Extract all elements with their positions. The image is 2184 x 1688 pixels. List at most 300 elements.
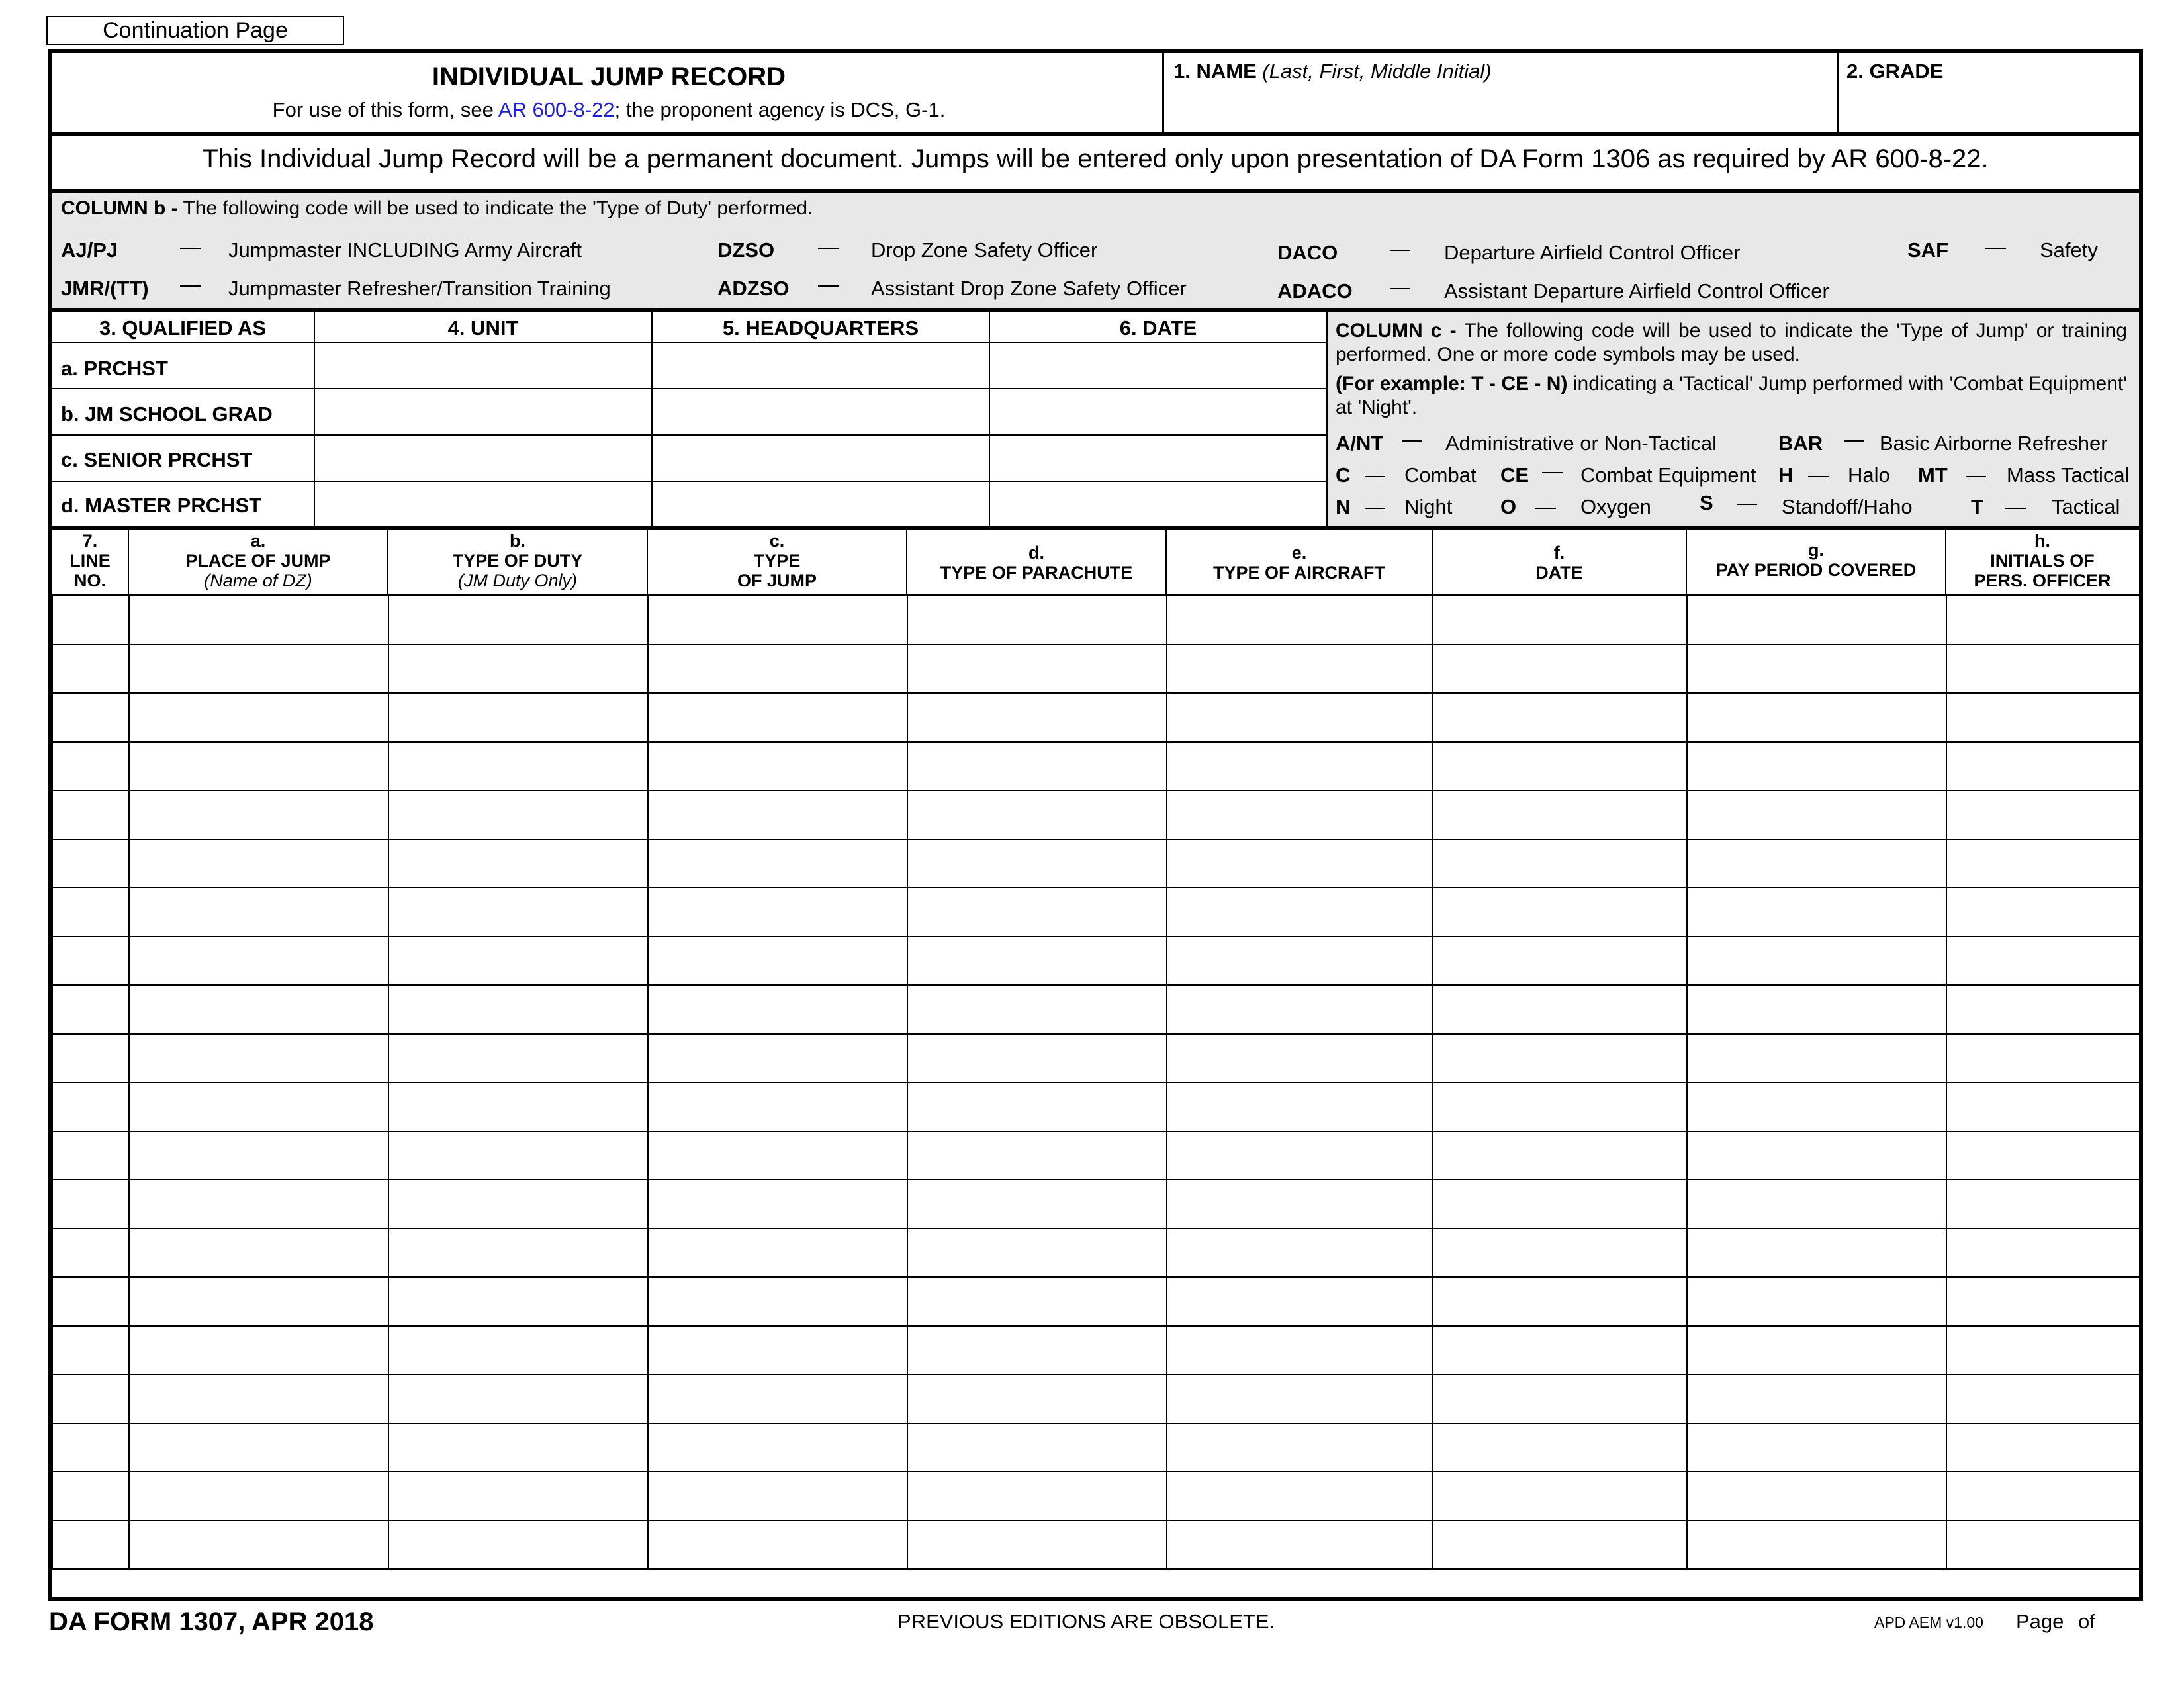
log-cell[interactable]	[1946, 1374, 2140, 1423]
log-cell[interactable]	[52, 693, 129, 742]
unit-input-c[interactable]	[316, 437, 650, 480]
log-cell[interactable]	[129, 1082, 388, 1131]
log-cell[interactable]	[1687, 1277, 1946, 1326]
log-cell[interactable]	[129, 985, 388, 1034]
column-c-example-lead: (For example: T - CE - N)	[1336, 373, 1568, 395]
dash: —	[180, 273, 201, 296]
log-cell[interactable]	[1167, 839, 1433, 888]
log-cell[interactable]	[648, 985, 907, 1034]
log-cell[interactable]	[648, 1277, 907, 1326]
log-cell[interactable]	[52, 1034, 129, 1083]
log-cell[interactable]	[1433, 985, 1687, 1034]
log-cell[interactable]	[1946, 1229, 2140, 1278]
log-cell[interactable]	[129, 1521, 388, 1570]
log-cell[interactable]	[1687, 937, 1946, 986]
log-cell[interactable]	[388, 596, 648, 645]
column-c-example-text: indicating a 'Tactical' Jump performed with 'Combat Equipment' at 'Night'.	[1336, 373, 2127, 418]
log-cell[interactable]	[907, 1277, 1167, 1326]
log-cell[interactable]	[648, 1034, 907, 1083]
log-cell[interactable]	[1687, 1472, 1946, 1521]
qual-senior-prchst: c. SENIOR PRCHST	[61, 448, 253, 471]
log-header-l1: INITIALS OF	[1990, 551, 2095, 571]
log-cell[interactable]	[388, 742, 648, 791]
unit-input-b[interactable]	[316, 391, 650, 434]
log-cell[interactable]	[1946, 790, 2140, 839]
log-cell[interactable]	[1687, 596, 1946, 645]
log-header-letter: a.	[250, 531, 266, 551]
desc-ant: Administrative or Non-Tactical	[1445, 432, 1717, 455]
log-divider	[1432, 530, 1433, 596]
code-adzso: ADZSO	[717, 277, 790, 300]
log-cell[interactable]	[52, 1082, 129, 1131]
log-cell[interactable]	[1433, 1034, 1687, 1083]
dash: —	[2005, 495, 2026, 518]
log-cell[interactable]	[1946, 839, 2140, 888]
rule-under-qualified	[48, 526, 2143, 530]
qual-jm-school-grad: b. JM SCHOOL GRAD	[61, 402, 273, 426]
log-cell[interactable]	[1167, 985, 1433, 1034]
table-row	[52, 1326, 2140, 1375]
table-row	[52, 693, 2140, 742]
desc-adaco: Assistant Departure Airfield Control Officer	[1444, 279, 1829, 303]
log-cell[interactable]	[129, 839, 388, 888]
log-cell[interactable]	[907, 1521, 1167, 1570]
desc-bar: Basic Airborne Refresher	[1880, 432, 2108, 455]
log-cell[interactable]	[1946, 1131, 2140, 1180]
log-cell[interactable]	[648, 1131, 907, 1180]
log-cell[interactable]	[129, 888, 388, 937]
log-cell[interactable]	[52, 596, 129, 645]
log-cell[interactable]	[1687, 790, 1946, 839]
log-header-l1: PAY PERIOD COVERED	[1715, 560, 1917, 580]
desc-s: Standoff/Haho	[1782, 495, 1913, 518]
log-cell[interactable]	[648, 1180, 907, 1229]
name-label: 1. NAME	[1173, 60, 1257, 83]
log-cell[interactable]	[648, 1082, 907, 1131]
log-cell[interactable]	[129, 1326, 388, 1375]
log-cell[interactable]	[1946, 1326, 2140, 1375]
log-cell[interactable]	[907, 985, 1167, 1034]
log-cell[interactable]	[1433, 1423, 1687, 1472]
subtitle-suffix: ; the proponent agency is DCS, G-1.	[614, 98, 946, 121]
log-header-pay-period	[1686, 540, 1946, 580]
log-cell[interactable]	[1433, 645, 1687, 694]
log-cell[interactable]	[388, 1374, 648, 1423]
log-header-letter: h.	[2034, 531, 2050, 551]
dash: —	[1844, 428, 1864, 451]
log-cell[interactable]	[1946, 985, 2140, 1034]
log-cell[interactable]	[907, 1082, 1167, 1131]
log-cell[interactable]	[388, 888, 648, 937]
log-cell[interactable]	[1687, 1229, 1946, 1278]
log-cell[interactable]	[1946, 937, 2140, 986]
log-cell[interactable]	[1687, 1034, 1946, 1083]
log-cell[interactable]	[52, 1374, 129, 1423]
log-cell[interactable]	[52, 985, 129, 1034]
log-cell[interactable]	[1946, 693, 2140, 742]
log-cell[interactable]	[1167, 1229, 1433, 1278]
desc-jmrtt: Jumpmaster Refresher/Transition Training	[228, 277, 611, 300]
log-cell[interactable]	[1433, 937, 1687, 986]
log-cell[interactable]	[1433, 839, 1687, 888]
log-cell[interactable]	[388, 1180, 648, 1229]
dash: —	[1402, 428, 1422, 451]
table-row	[52, 1082, 2140, 1131]
log-header-l1: TYPE OF DUTY	[452, 551, 583, 571]
log-header-initials	[1946, 531, 2139, 590]
log-cell[interactable]	[388, 937, 648, 986]
header-qualified-as: 3. QUALIFIED AS	[99, 316, 267, 340]
log-header-aircraft	[1166, 543, 1432, 583]
table-row	[52, 1423, 2140, 1472]
desc-ajpj: Jumpmaster INCLUDING Army Aircraft	[228, 238, 582, 261]
desc-n: Night	[1404, 495, 1453, 518]
column-c-intro	[1336, 319, 2127, 367]
code-h: H	[1778, 463, 1794, 487]
log-cell[interactable]	[1167, 1131, 1433, 1180]
table-row	[52, 1229, 2140, 1278]
code-ce: CE	[1500, 463, 1529, 487]
log-cell[interactable]	[1946, 742, 2140, 791]
desc-daco: Departure Airfield Control Officer	[1444, 241, 1741, 264]
name-input[interactable]	[1168, 79, 1833, 131]
log-cell[interactable]	[907, 1326, 1167, 1375]
log-header-duty	[388, 531, 647, 590]
log-cell[interactable]	[129, 1472, 388, 1521]
log-cell[interactable]	[1433, 1131, 1687, 1180]
log-cell[interactable]	[388, 1472, 648, 1521]
log-cell[interactable]	[52, 937, 129, 986]
log-cell[interactable]	[388, 1229, 648, 1278]
log-cell[interactable]	[907, 742, 1167, 791]
log-cell[interactable]	[648, 937, 907, 986]
table-row	[52, 742, 2140, 791]
log-cell[interactable]	[129, 596, 388, 645]
log-cell[interactable]	[1687, 1326, 1946, 1375]
code-saf: SAF	[1907, 238, 1948, 261]
log-cell[interactable]	[907, 1229, 1167, 1278]
desc-mt: Mass Tactical	[2007, 463, 2130, 487]
hq-input-b[interactable]	[654, 391, 987, 434]
log-cell[interactable]	[648, 1374, 907, 1423]
log-cell[interactable]	[1167, 1326, 1433, 1375]
log-cell[interactable]	[1433, 888, 1687, 937]
log-cell[interactable]	[1433, 693, 1687, 742]
log-cell[interactable]	[52, 790, 129, 839]
log-cell[interactable]	[1946, 1180, 2140, 1229]
log-cell[interactable]	[648, 1229, 907, 1278]
log-cell[interactable]	[1687, 1131, 1946, 1180]
log-cell[interactable]	[1433, 1521, 1687, 1570]
log-cell[interactable]	[52, 1180, 129, 1229]
log-cell[interactable]	[1167, 1374, 1433, 1423]
regulation-link[interactable]: AR 600-8-22	[498, 98, 615, 121]
date-input-b[interactable]	[991, 391, 1325, 434]
form-number: DA FORM 1307, APR 2018	[49, 1607, 374, 1636]
dash: —	[1966, 463, 1986, 487]
log-cell[interactable]	[907, 1180, 1167, 1229]
log-cell[interactable]	[1433, 1180, 1687, 1229]
dash: —	[1365, 495, 1385, 518]
unit-input-a[interactable]	[316, 344, 650, 387]
log-header-line-no	[52, 531, 128, 590]
log-header-letter: f.	[1553, 543, 1565, 563]
log-cell[interactable]	[129, 693, 388, 742]
log-cell[interactable]	[648, 1521, 907, 1570]
desc-c: Combat	[1404, 463, 1477, 487]
log-cell[interactable]	[648, 888, 907, 937]
log-cell[interactable]	[648, 1423, 907, 1472]
hq-input-d[interactable]	[654, 483, 987, 526]
log-cell[interactable]	[1946, 596, 2140, 645]
log-header-l1: TYPE OF AIRCRAFT	[1213, 563, 1385, 583]
log-cell[interactable]	[52, 645, 129, 694]
log-cell[interactable]	[1687, 1374, 1946, 1423]
log-header-l1: PLACE OF JUMP	[185, 551, 331, 571]
dash: —	[1985, 235, 2006, 258]
name-hint: (Last, First, Middle Initial)	[1262, 60, 1492, 83]
log-cell[interactable]	[52, 1229, 129, 1278]
log-cell[interactable]	[52, 888, 129, 937]
log-cell[interactable]	[1167, 888, 1433, 937]
log-cell[interactable]	[52, 1326, 129, 1375]
log-cell[interactable]	[129, 937, 388, 986]
hq-input-a[interactable]	[654, 344, 987, 387]
log-header-type-jump	[647, 531, 907, 590]
log-cell[interactable]	[648, 790, 907, 839]
qual-master-prchst: d. MASTER PRCHST	[61, 494, 262, 517]
log-cell[interactable]	[907, 937, 1167, 986]
log-header-letter: g.	[1808, 540, 1824, 560]
log-cell[interactable]	[1433, 1082, 1687, 1131]
log-divider	[1165, 530, 1167, 596]
table-row	[52, 645, 2140, 694]
log-cell[interactable]	[1946, 1277, 2140, 1326]
log-cell[interactable]	[648, 1326, 907, 1375]
log-cell[interactable]	[52, 839, 129, 888]
column-b-lead: COLUMN b -	[61, 197, 178, 219]
rule-under-column-b	[48, 308, 2143, 312]
log-cell[interactable]	[52, 742, 129, 791]
log-cell[interactable]	[1687, 1521, 1946, 1570]
log-cell[interactable]	[129, 1277, 388, 1326]
log-cell[interactable]	[388, 1423, 648, 1472]
log-cell[interactable]	[1167, 1082, 1433, 1131]
log-cell[interactable]	[1167, 1277, 1433, 1326]
table-row	[52, 1277, 2140, 1326]
log-cell[interactable]	[52, 1277, 129, 1326]
log-cell[interactable]	[1687, 742, 1946, 791]
code-c: C	[1336, 463, 1351, 487]
log-cell[interactable]	[388, 1034, 648, 1083]
log-header-letter: e.	[1291, 543, 1307, 563]
log-cell[interactable]	[388, 645, 648, 694]
log-cell[interactable]	[1167, 1521, 1433, 1570]
table-row	[52, 888, 2140, 937]
log-cell[interactable]	[907, 645, 1167, 694]
log-cell[interactable]	[1946, 1423, 2140, 1472]
log-cell[interactable]	[1687, 693, 1946, 742]
hq-input-c[interactable]	[654, 437, 987, 480]
log-cell[interactable]	[52, 1472, 129, 1521]
log-cell[interactable]	[1946, 1082, 2140, 1131]
log-cell[interactable]	[129, 1423, 388, 1472]
log-cell[interactable]	[648, 596, 907, 645]
table-row	[52, 790, 2140, 839]
log-cell[interactable]	[907, 839, 1167, 888]
log-cell[interactable]	[1167, 1180, 1433, 1229]
log-cell[interactable]	[907, 1131, 1167, 1180]
log-cell[interactable]	[129, 790, 388, 839]
log-cell[interactable]	[648, 839, 907, 888]
dash: —	[1390, 275, 1410, 299]
log-header-place	[128, 531, 388, 590]
code-adaco: ADACO	[1277, 279, 1353, 303]
log-cell[interactable]	[1167, 693, 1433, 742]
log-cell[interactable]	[388, 1131, 648, 1180]
table-row	[52, 596, 2140, 645]
log-cell[interactable]	[1433, 1374, 1687, 1423]
log-cell[interactable]	[907, 1472, 1167, 1521]
log-cell[interactable]	[129, 1374, 388, 1423]
date-input-d[interactable]	[991, 483, 1325, 526]
log-cell[interactable]	[129, 1131, 388, 1180]
column-b-intro	[61, 197, 813, 220]
log-cell[interactable]	[1946, 1521, 2140, 1570]
code-ant: A/NT	[1336, 432, 1384, 455]
column-b-text: The following code will be used to indicate the 'Type of Duty' performed.	[183, 197, 813, 219]
log-cell[interactable]	[1946, 1034, 2140, 1083]
log-cell[interactable]	[1687, 888, 1946, 937]
rule-qual-header	[52, 342, 1326, 343]
log-cell[interactable]	[1687, 985, 1946, 1034]
log-cell[interactable]	[388, 1521, 648, 1570]
log-cell[interactable]	[1946, 645, 2140, 694]
log-cell[interactable]	[129, 1229, 388, 1278]
column-c-example	[1336, 372, 2127, 420]
log-cell[interactable]	[388, 790, 648, 839]
jump-log-table	[52, 595, 2140, 1570]
log-cell[interactable]	[1167, 1423, 1433, 1472]
table-row	[52, 1472, 2140, 1521]
log-cell[interactable]	[1687, 1423, 1946, 1472]
log-divider	[1945, 530, 1946, 596]
log-cell[interactable]	[907, 1034, 1167, 1083]
qual-prchst: a. PRCHST	[61, 357, 168, 380]
log-cell[interactable]	[907, 888, 1167, 937]
log-cell[interactable]	[129, 742, 388, 791]
log-cell[interactable]	[1167, 645, 1433, 694]
column-c-text: The following code will be used to indicate the 'Type of Jump' or training performed. One or more code symbols may be used.	[1336, 320, 2127, 365]
dash: —	[1737, 491, 1757, 514]
header-headquarters: 5. HEADQUARTERS	[722, 316, 919, 340]
log-cell[interactable]	[1167, 790, 1433, 839]
log-cell[interactable]	[1167, 937, 1433, 986]
log-cell[interactable]	[1167, 742, 1433, 791]
log-cell[interactable]	[52, 1521, 129, 1570]
log-cell[interactable]	[52, 1131, 129, 1180]
log-cell[interactable]	[388, 1082, 648, 1131]
rule-qual-c	[52, 481, 1326, 482]
table-row	[52, 1180, 2140, 1229]
log-cell[interactable]	[907, 790, 1167, 839]
log-cell[interactable]	[1433, 596, 1687, 645]
log-cell[interactable]	[1433, 742, 1687, 791]
dash: —	[1535, 495, 1556, 518]
log-cell[interactable]	[1433, 790, 1687, 839]
log-cell[interactable]	[1167, 596, 1433, 645]
unit-input-d[interactable]	[316, 483, 650, 526]
divider-grade	[1837, 52, 1839, 134]
table-row	[52, 985, 2140, 1034]
log-cell[interactable]	[648, 693, 907, 742]
log-cell[interactable]	[648, 1472, 907, 1521]
log-cell[interactable]	[388, 1326, 648, 1375]
subtitle-prefix: For use of this form, see	[272, 98, 494, 121]
log-cell[interactable]	[1433, 1472, 1687, 1521]
date-input-c[interactable]	[991, 437, 1325, 480]
grade-input[interactable]	[1843, 79, 2134, 131]
log-header-l2: OF JUMP	[737, 571, 817, 590]
log-cell[interactable]	[388, 839, 648, 888]
log-cell[interactable]	[1433, 1326, 1687, 1375]
log-cell[interactable]	[388, 693, 648, 742]
header-unit: 4. UNIT	[447, 316, 519, 340]
log-cell[interactable]	[1946, 1472, 2140, 1521]
log-cell[interactable]	[1946, 888, 2140, 937]
code-ajpj: AJ/PJ	[61, 238, 118, 261]
log-cell[interactable]	[648, 742, 907, 791]
log-cell[interactable]	[1167, 1034, 1433, 1083]
log-divider	[1686, 530, 1687, 596]
log-cell[interactable]	[1433, 1229, 1687, 1278]
log-cell[interactable]	[1687, 1180, 1946, 1229]
log-header-l1: TYPE OF PARACHUTE	[940, 563, 1133, 583]
log-cell[interactable]	[648, 645, 907, 694]
log-cell[interactable]	[129, 645, 388, 694]
table-row	[52, 1521, 2140, 1570]
log-header-l1: TYPE	[753, 551, 801, 571]
log-cell[interactable]	[907, 1423, 1167, 1472]
notice-text: This Individual Jump Record will be a permanent document. Jumps will be entered only upon presentation of DA Form 1306 as required by AR 600-8-22.	[202, 144, 1989, 173]
log-cell[interactable]	[1687, 1082, 1946, 1131]
dash: —	[180, 235, 201, 258]
log-cell[interactable]	[1167, 1472, 1433, 1521]
log-cell[interactable]	[907, 1374, 1167, 1423]
log-cell[interactable]	[388, 1277, 648, 1326]
header-date: 6. DATE	[1119, 316, 1197, 340]
log-cell[interactable]	[52, 1423, 129, 1472]
table-row	[52, 839, 2140, 888]
log-cell[interactable]	[388, 985, 648, 1034]
log-cell[interactable]	[129, 1180, 388, 1229]
log-header-l3: (Name of DZ)	[204, 571, 312, 590]
version-label: APD AEM v1.00	[1874, 1614, 1983, 1631]
log-cell[interactable]	[907, 596, 1167, 645]
log-cell[interactable]	[129, 1034, 388, 1083]
form-title: INDIVIDUAL JUMP RECORD	[432, 62, 786, 91]
log-cell[interactable]	[1687, 839, 1946, 888]
page-label: Page	[2016, 1610, 2064, 1633]
code-o: O	[1500, 495, 1517, 518]
grade-label: 2. GRADE	[1846, 60, 1944, 83]
log-cell[interactable]	[907, 693, 1167, 742]
log-cell[interactable]	[1433, 1277, 1687, 1326]
date-input-a[interactable]	[991, 344, 1325, 387]
desc-t: Tactical	[2052, 495, 2120, 518]
desc-o: Oxygen	[1580, 495, 1651, 518]
log-cell[interactable]	[1687, 645, 1946, 694]
